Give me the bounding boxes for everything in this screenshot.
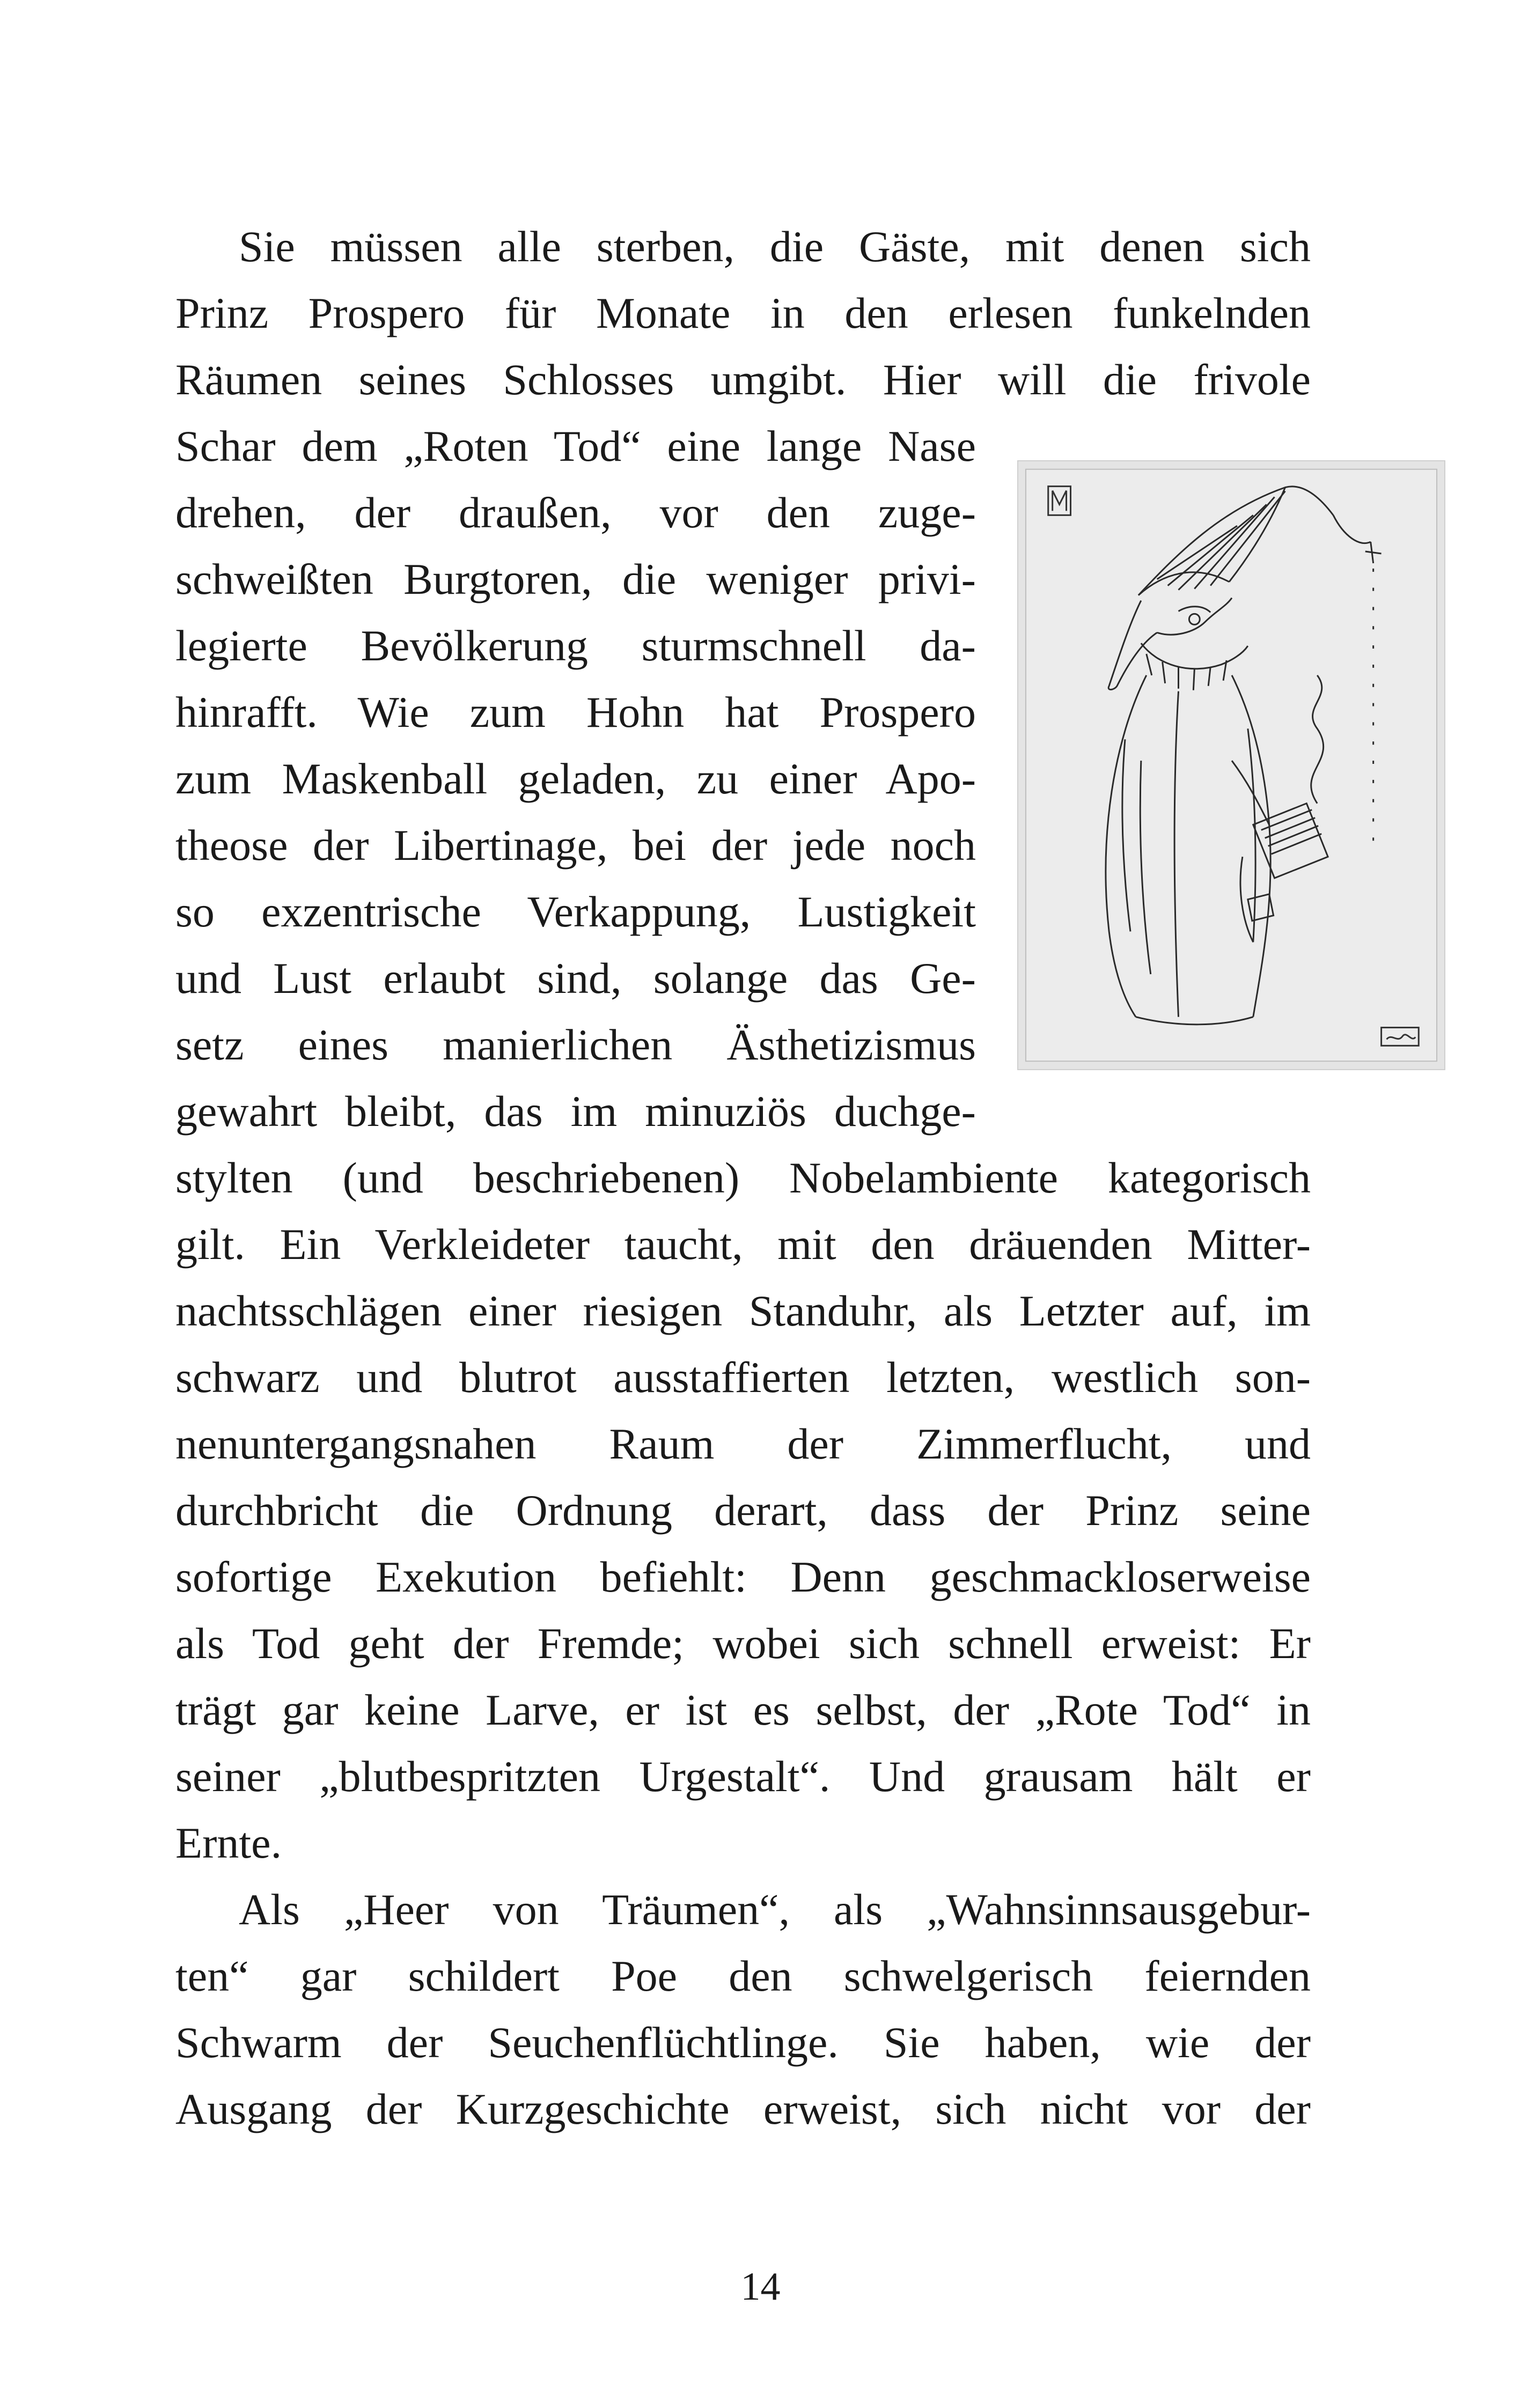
text-line: schweißten Burgtoren, die weniger privi- bbox=[175, 555, 976, 603]
text-line: durchbricht die Ordnung derart, dass der Prinz seine bbox=[175, 1486, 1311, 1535]
text-line: setz eines manierlichen Ästhetizismus bbox=[175, 1020, 976, 1069]
text-line: Als „Heer von Träumen“, als „Wahnsinnsausgebur- bbox=[239, 1885, 1311, 1934]
text-line: Schwarm der Seuchenflüchtlinge. Sie haben, wie der bbox=[175, 2018, 1311, 2067]
text-line: nachtsschlägen einer riesigen Standuhr, als Letzter auf, im bbox=[175, 1286, 1311, 1335]
text-line: nenuntergangsnahen Raum der Zimmerflucht, und bbox=[175, 1419, 1311, 1468]
text-line: sofortige Exekution befiehlt: Denn geschmackloserweise bbox=[175, 1552, 1311, 1601]
masked-figure-drawing bbox=[1018, 461, 1444, 1069]
text-line: legierte Bevölkerung sturmschnell da- bbox=[175, 621, 976, 670]
text-line: Prinz Prospero für Monate in den erlesen funkelnden bbox=[175, 289, 1311, 337]
text-line: theose der Libertinage, bei der jede noch bbox=[175, 821, 976, 870]
text-line: schwarz und blutrot ausstaffierten letzten, westlich son- bbox=[175, 1353, 1311, 1402]
text-line: zum Maskenball geladen, zu einer Apo- bbox=[175, 754, 976, 803]
text-line: ten“ gar schildert Poe den schwelgerisch feiernden bbox=[175, 1952, 1311, 2000]
text-line: gilt. Ein Verkleideter taucht, mit den dräuenden Mitter- bbox=[175, 1220, 1311, 1269]
text-line: als Tod geht der Fremde; wobei sich schnell erweist: Er bbox=[175, 1619, 1311, 1668]
text-line: drehen, der draußen, vor den zuge- bbox=[175, 488, 976, 537]
text-line: und Lust erlaubt sind, solange das Ge- bbox=[175, 954, 976, 1003]
text-line: so exzentrische Verkappung, Lustigkeit bbox=[175, 887, 976, 936]
text-line: Ernte. bbox=[175, 1818, 282, 1867]
text-line: gewahrt bleibt, das im minuziös duchge- bbox=[175, 1087, 976, 1136]
text-line: Räumen seines Schlosses umgibt. Hier will die frivole bbox=[175, 355, 1311, 404]
text-line: Schar dem „Roten Tod“ eine lange Nase bbox=[175, 422, 976, 470]
text-line: Sie müssen alle sterben, die Gäste, mit denen sich bbox=[239, 222, 1311, 271]
text-line: stylten (und beschriebenen) Nobelambiente kategorisch bbox=[175, 1153, 1311, 1202]
text-line: seiner „blutbespritzten Urgestalt“. Und grausam hält er bbox=[175, 1752, 1311, 1801]
text-line: trägt gar keine Larve, er ist es selbst, der „Rote Tod“ in bbox=[175, 1685, 1311, 1734]
page-number: 14 bbox=[740, 2265, 781, 2309]
text-line: hinrafft. Wie zum Hohn hat Prospero bbox=[175, 688, 976, 737]
etching-illustration bbox=[1017, 460, 1445, 1070]
text-line: Ausgang der Kurzgeschichte erweist, sich nicht vor der bbox=[175, 2085, 1311, 2133]
